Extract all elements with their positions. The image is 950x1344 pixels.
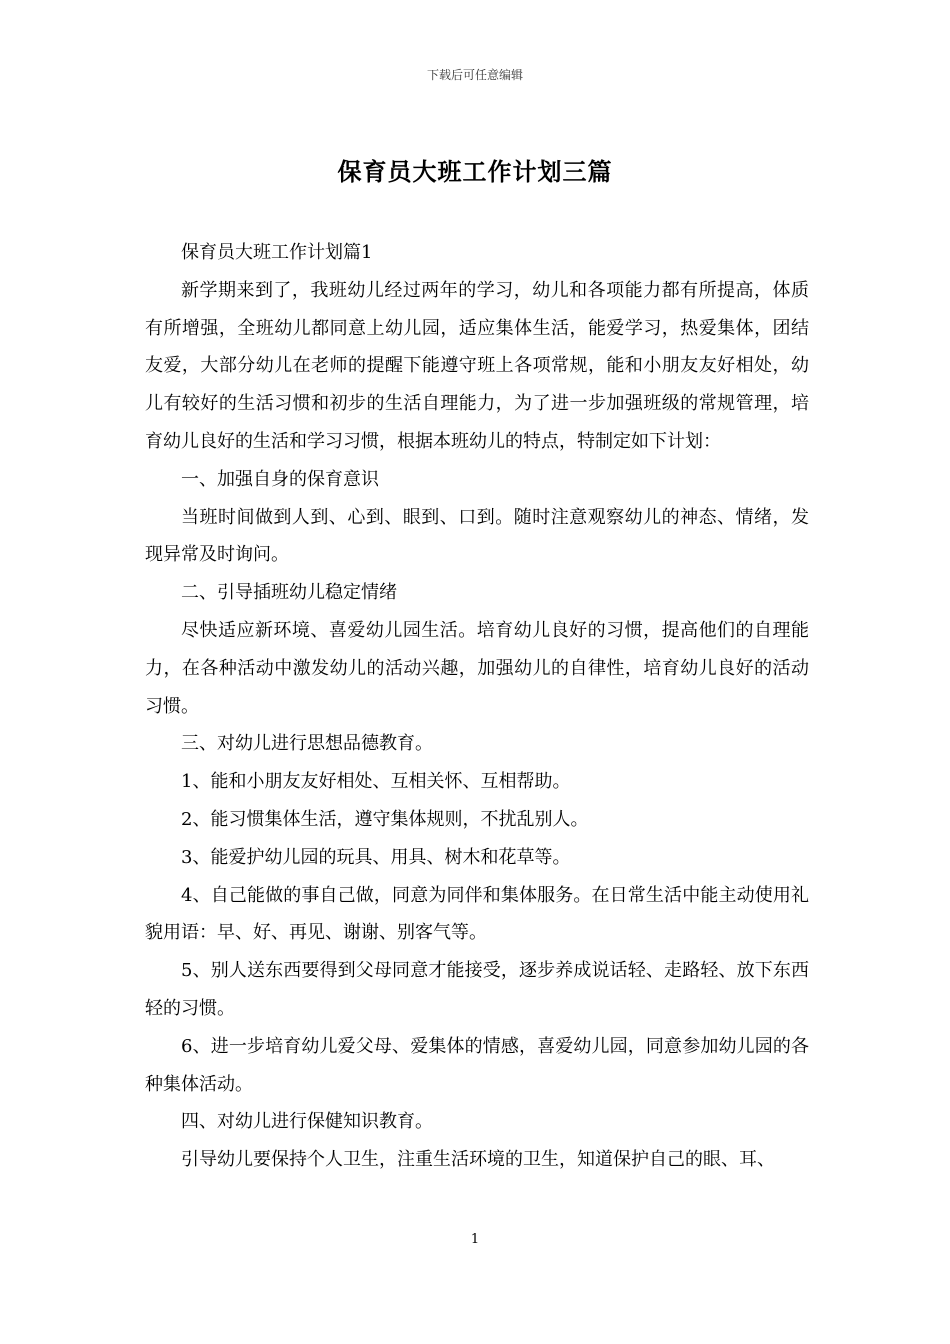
section-heading: 四、对幼儿进行保健知识教育。 <box>181 1111 433 1133</box>
list-item: 2、能习惯集体生活，遵守集体规则，不扰乱别人。 <box>181 808 589 830</box>
page-number: 1 <box>470 1232 480 1247</box>
list-item: 3、能爱护幼儿园的玩具、用具、树木和花草等。 <box>181 846 571 868</box>
paragraph: 尽快适应新环境、喜爱幼儿园生活。培育幼儿良好的习惯，提高他们的自理能力，在各种活动中激发幼儿的活动兴趣，加强幼儿的自律性，培育幼儿良好的活动习惯。 <box>145 619 809 717</box>
section-heading: 三、对幼儿进行思想品德教育。 <box>181 733 433 755</box>
list-item: 6、进一步培育幼儿爱父母、爱集体的情感，喜爱幼儿园，同意参加幼儿园的各种集体活动。 <box>145 1035 809 1095</box>
header-note: 下载后可任意编辑 <box>426 68 523 82</box>
list-item: 4、自己能做的事自己做，同意为同伴和集体服务。在日常生活中能主动使用礼貌用语：早、好、再见、谢谢、别客气等。 <box>145 884 809 944</box>
paragraph: 引导幼儿要保持个人卫生，注重生活环境的卫生，知道保护自己的眼、耳、 <box>181 1149 775 1171</box>
list-item: 1、能和小朋友友好相处、互相关怀、互相帮助。 <box>181 771 571 793</box>
document-title: 保育员大班工作计划三篇 <box>337 157 613 186</box>
paragraph: 当班时间做到人到、心到、眼到、口到。随时注意观察幼儿的神态、情绪，发现异常及时询问。 <box>145 506 809 566</box>
section-heading: 一、加强自身的保育意识 <box>181 468 379 490</box>
paragraph: 新学期来到了，我班幼儿经过两年的学习，幼儿和各项能力都有所提高，体质有所增强，全班幼儿都同意上幼儿园，适应集体生活，能爱学习，热爱集体，团结友爱，大部分幼儿在老师的提醒下能遵守班上各项常规，能和小朋友友好相处，幼儿有较好的生活习惯和初步的生活自理能力，为了进一步加强班级的常规管理，培育幼儿良好的生活和学习习惯，根据本班幼儿的特点，特制定如下计划： <box>145 279 809 452</box>
list-item: 5、别人送东西要得到父母同意才能接受，逐步养成说话轻、走路轻、放下东西轻的习惯。 <box>145 960 809 1019</box>
section-heading: 二、引导插班幼儿稳定情绪 <box>181 582 397 604</box>
section-heading: 保育员大班工作计划篇1 <box>181 242 373 263</box>
document-body <box>145 234 809 1179</box>
